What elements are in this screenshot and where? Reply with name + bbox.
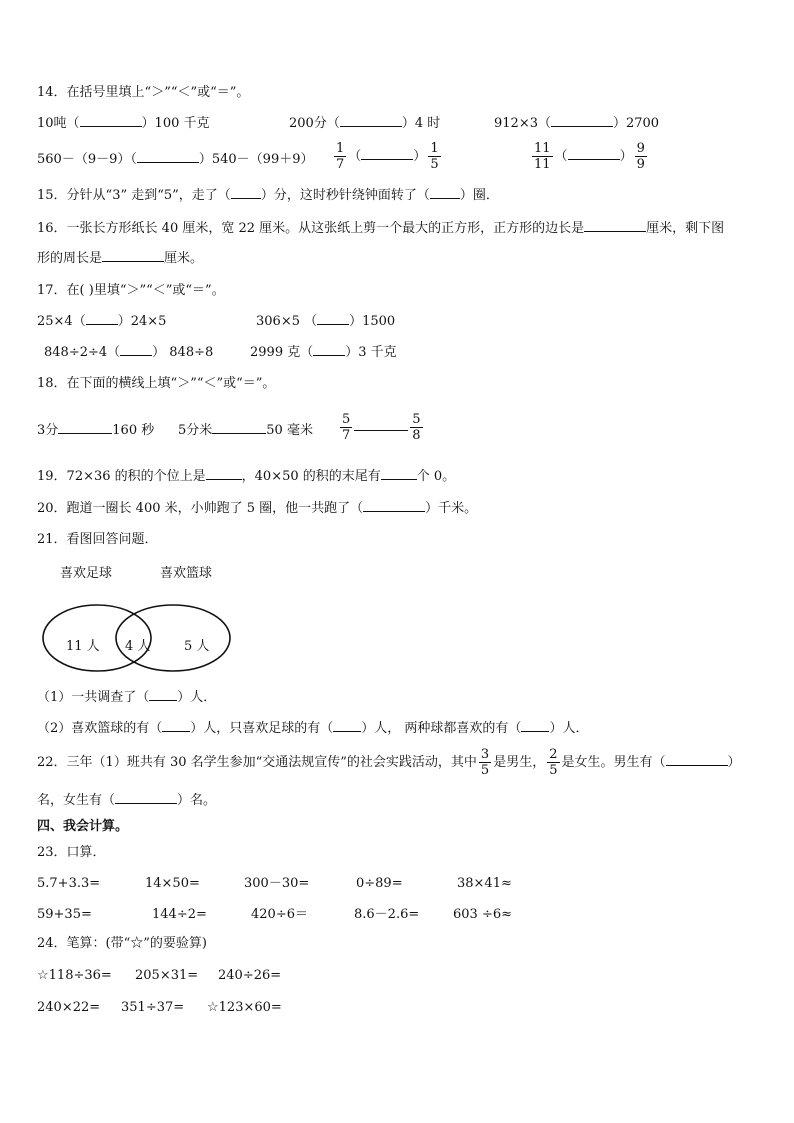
answer-blank[interactable] bbox=[58, 421, 112, 434]
q14-item-4: 560－（9－9）（ ）540－（99＋9） bbox=[37, 152, 314, 167]
answer-blank[interactable] bbox=[212, 421, 266, 434]
q17-item-1: 25×4（ ）24×5 bbox=[37, 314, 167, 329]
q23-row1-1: 5.7+3.3= bbox=[37, 876, 101, 891]
q23-row1-2: 14×50= bbox=[145, 876, 200, 891]
q16-line-1: 16．一张长方形纸长 40 厘米，宽 22 厘米。从这张纸上剪一个最大的正方形，正方形的边长是 厘米，剩下图 bbox=[37, 221, 725, 236]
venn-label-football: 喜欢足球 bbox=[60, 566, 113, 581]
fraction: $\frac{1}{5}$ bbox=[430, 141, 439, 172]
q19: 19．72×36 的积的个位上是 ，40×50 的积的末尾有 个 0。 bbox=[37, 469, 456, 484]
answer-blank[interactable] bbox=[333, 719, 361, 732]
answer-blank[interactable] bbox=[231, 186, 261, 199]
q15: 15．分针从“3” 走到“5”，走了（ ）分，这时秒针绕钟面转了（ ）圈． bbox=[37, 188, 499, 203]
answer-blank[interactable] bbox=[361, 147, 413, 160]
answer-blank[interactable] bbox=[381, 467, 417, 480]
q21-sub-1: （1）一共调查了（ ）人． bbox=[37, 690, 217, 705]
q20: 20．跑道一圈长 400 米，小帅跑了 5 圈，他一共跑了（ ）千米。 bbox=[37, 501, 478, 516]
venn-left-only: 11 人 bbox=[66, 639, 100, 654]
venn-circle-basketball bbox=[116, 605, 230, 671]
answer-blank[interactable] bbox=[115, 791, 177, 804]
answer-blank[interactable] bbox=[430, 186, 460, 199]
q24-row2-3: ☆123×60= bbox=[207, 1000, 282, 1015]
q23-row2-5: 603 ÷6≈ bbox=[453, 907, 513, 922]
fraction: $\frac{5}{7}$ bbox=[342, 412, 351, 443]
q23-row1-4: 0÷89= bbox=[356, 876, 403, 891]
q23-row2-4: 8.6－2.6= bbox=[354, 907, 420, 922]
q22-line-2: 名，女生有（ ）名。 bbox=[37, 793, 217, 808]
venn-both: 4 人 bbox=[125, 639, 151, 654]
q24-row1-3: 240÷26= bbox=[218, 968, 282, 983]
venn-diagram bbox=[40, 600, 240, 676]
venn-right-only: 5 人 bbox=[184, 639, 210, 654]
q23-row1-5: 38×41≈ bbox=[457, 876, 512, 891]
answer-blank[interactable] bbox=[149, 688, 177, 701]
answer-blank[interactable] bbox=[120, 343, 152, 356]
q18-item-2: 5分米 50 毫米 bbox=[178, 423, 313, 438]
answer-blank[interactable] bbox=[340, 114, 402, 127]
q22-line-1: 22．三年（1）班共有 30 名学生参加“交通法规宣传”的社会实践活动，其中 $\frac{3}{5}$ 是男生， $\frac{2}{5}$ 是女生。男生有（ ） bbox=[37, 747, 741, 778]
answer-blank[interactable] bbox=[584, 219, 646, 232]
q24-row1-2: 205×31= bbox=[135, 968, 199, 983]
answer-blank[interactable] bbox=[521, 719, 549, 732]
q24-row2-1: 240×22= bbox=[37, 1000, 101, 1015]
q23-title: 23．口算． bbox=[37, 845, 106, 860]
q23-row2-3: 420÷6＝ bbox=[251, 907, 308, 922]
q14-item-3: 912×3（ ）2700 bbox=[494, 116, 660, 131]
fraction: $\frac{1}{7}$ bbox=[336, 141, 345, 172]
fraction: $\frac{2}{5}$ bbox=[549, 747, 558, 778]
q14-item-5: $\frac{1}{7}$ （ ） $\frac{1}{5}$ bbox=[336, 141, 439, 172]
fraction: $\frac{9}{9}$ bbox=[636, 141, 645, 172]
q14-title: 14．在括号里填上“＞”“＜”或“＝”。 bbox=[37, 85, 250, 100]
answer-blank[interactable] bbox=[363, 499, 425, 512]
q24-title: 24．笔算：(带“☆”的要验算) bbox=[37, 936, 207, 951]
q23-row2-1: 59+35= bbox=[37, 907, 92, 922]
fraction: $\frac{5}{8}$ bbox=[412, 412, 421, 443]
answer-blank[interactable] bbox=[86, 312, 118, 325]
section-heading: 四、我会计算。 bbox=[37, 819, 129, 834]
answer-blank[interactable] bbox=[206, 467, 242, 480]
answer-blank[interactable] bbox=[313, 343, 345, 356]
q18-item-1: 3分 160 秒 bbox=[37, 423, 155, 438]
fraction: $\frac{11}{11}$ bbox=[534, 141, 551, 172]
q21-title: 21．看图回答问题． bbox=[37, 532, 158, 547]
q17-item-4: 2999 克（ ）3 千克 bbox=[250, 345, 397, 360]
q23-row2-2: 144÷2= bbox=[152, 907, 207, 922]
q18-item-3 bbox=[338, 410, 425, 446]
venn-label-basketball: 喜欢篮球 bbox=[160, 566, 213, 581]
q23-row1-3: 300－30= bbox=[244, 876, 310, 891]
answer-blank[interactable] bbox=[102, 249, 164, 262]
answer-blank[interactable] bbox=[551, 114, 613, 127]
answer-blank[interactable] bbox=[317, 312, 349, 325]
q18-title: 18．在下面的横线上填“＞”“＜”或“＝”。 bbox=[37, 376, 276, 391]
answer-blank[interactable] bbox=[568, 147, 620, 160]
q24-row2-2: 351÷37= bbox=[121, 1000, 185, 1015]
answer-blank[interactable] bbox=[162, 719, 190, 732]
venn-circle-football bbox=[43, 605, 151, 671]
q14-item-2: 200分（ ）4 时 bbox=[289, 116, 441, 131]
q16-line-2: 形的周长是 厘米。 bbox=[37, 251, 204, 266]
q14-item-6: $\frac{11}{11}$ （ ） $\frac{9}{9}$ bbox=[534, 141, 645, 172]
answer-blank[interactable] bbox=[354, 418, 408, 431]
fraction: $\frac{3}{5}$ bbox=[480, 747, 490, 778]
q17-title: 17．在( )里填“＞”“＜”或“＝”。 bbox=[37, 283, 225, 298]
answer-blank[interactable] bbox=[666, 753, 728, 766]
q17-item-3: 848÷2÷4（ ） 848÷8 bbox=[44, 345, 214, 360]
q24-row1-1: ☆118÷36= bbox=[37, 968, 112, 983]
answer-blank[interactable] bbox=[80, 114, 142, 127]
q21-sub-2: （2）喜欢篮球的有（ ）人，只喜欢足球的有（ ）人， 两种球都喜欢的有（ ）人． bbox=[37, 721, 589, 736]
q17-item-2: 306×5 （ ）1500 bbox=[256, 314, 396, 329]
answer-blank[interactable] bbox=[137, 150, 199, 163]
q14-item-1: 10吨（ ）100 千克 bbox=[37, 116, 210, 131]
